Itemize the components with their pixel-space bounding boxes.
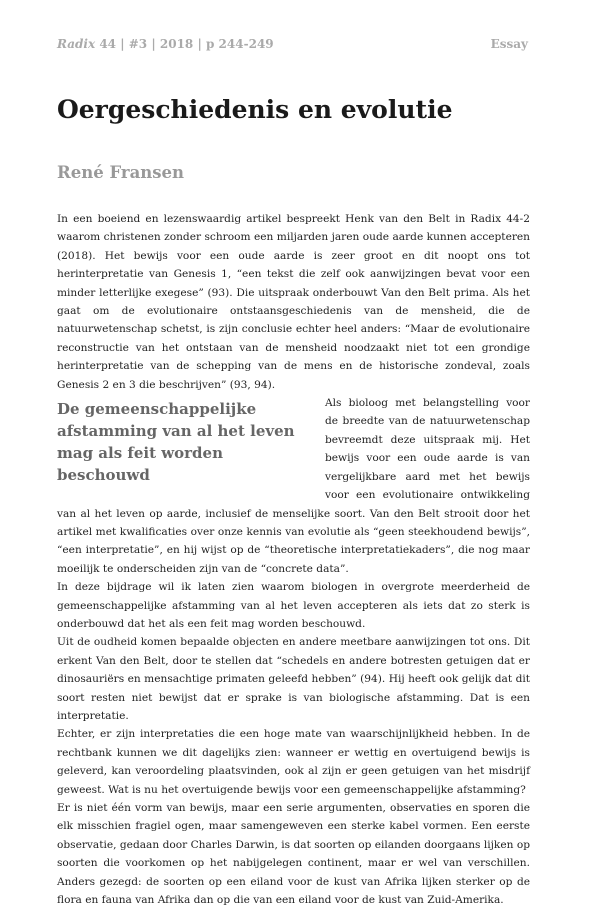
paragraph-2: Als bioloog met belangstelling voor de breedte van de natuurwetenschap bevreemdt deze uitspraak mij. Het bewijs voor een oude aarde is van vergelijkbare aard met het bewijs voor een evolutionaire ontwikkeling van al het leven op aarde, inclusief de menselijke soort. Van den Belt strooit door het artikel met kwalificaties over onze kennis van evolutie als “geen steekhoudend bewijs”, “een interpretatie”, en hij wijst op de “theoretische interpretatiekaders”, die nog maar moeilijk te onderscheiden zijn van de “concrete data”. [57, 397, 530, 575]
paragraph-4: Uit de oudheid komen bepaalde objecten en andere meetbare aanwijzingen tot ons. Dit erkent Van den Belt, door te stellen dat “schedels en andere botresten getuigen dat er dinosauriërs en mensachtige primaten geleefd hebben” (94). Hij heeft ook gelijk dat dit soort resten niet bewijst dat er sprake is van biologische afstamming. Dat is een interpretatie. [57, 636, 530, 722]
pull-quote: De gemeenschappelijke afstamming van al het leven mag als feit worden beschouwd [57, 400, 295, 485]
paragraph-3: In deze bijdrage wil ik laten zien waarom biologen in overgrote meerderheid de gemeenschappelijke afstamming van al het leven accepteren als iets dat zo sterk is onderbouwd dat het als een feit mag worden beschouwd. [57, 581, 530, 630]
article-author: René Fransen [57, 163, 185, 182]
journal-name: Radix [57, 37, 96, 51]
paragraph-6: Er is niet één vorm van bewijs, maar een serie argumenten, observaties en sporen die elk misschien fragiel ogen, maar samengeweven een sterke kabel vormen. Een eerste observatie, gedaan door Charles Darwin, is dat soorten op eilanden doorgaans lijken op soorten die voorkomen op het nabijgelegen continent, maar er wel van verschillen. Anders gezegd: de soorten op een eiland voor de kust van Afrika lijken sterker op de flora en fauna van Afrika dan op die van een eiland voor de kust van Zuid-Amerika. [57, 802, 530, 907]
section-label: Essay [490, 37, 528, 51]
running-head [57, 37, 528, 51]
citation [57, 37, 274, 51]
article-title: Oergeschiedenis en evolutie [57, 95, 453, 124]
paragraph-5: Echter, er zijn interpretaties die een hoge mate van waarschijnlijkheid hebben. In de rechtbank kunnen we dit dagelijks zien: wanneer er wettig en overtuigend bewijs is geleverd, kan veroordeling plaatsvinden, ook al zijn er geen getuigen van het misdrijf geweest. Wat is nu het overtuigende bewijs voor een gemeenschappelijke afstamming? [57, 728, 530, 796]
article-body [57, 210, 530, 909]
paragraph-1: In een boeiend en lezenswaardig artikel bespreekt Henk van den Belt in Radix 44-2 waarom christenen zonder schroom een miljarden jaren oude aarde kunnen accepteren (2018). Het bewijs voor een oude aarde is zeer groot en dit noopt ons tot herinterpretatie van Genesis 1, “een tekst die zelf ook aanwijzingen bevat voor een minder letterlijke exegese” (93). Die uitspraak onderbouwt Van den Belt prima. Als het gaat om de evolutionaire ontstaansgeschiedenis van de mensheid, die de natuurwetenschap schetst, is zijn conclusie echter heel anders: “Maar de evolutionaire reconstructie van het ontstaan van de mensheid noodzaakt niet tot een grondige herinterpretatie van de schepping van de mens en de historische zondeval, zoals Genesis 2 en 3 die beschrijven” (93, 94). [57, 213, 530, 391]
citation-details: 44 | #3 | 2018 | p 244-249 [99, 37, 274, 51]
